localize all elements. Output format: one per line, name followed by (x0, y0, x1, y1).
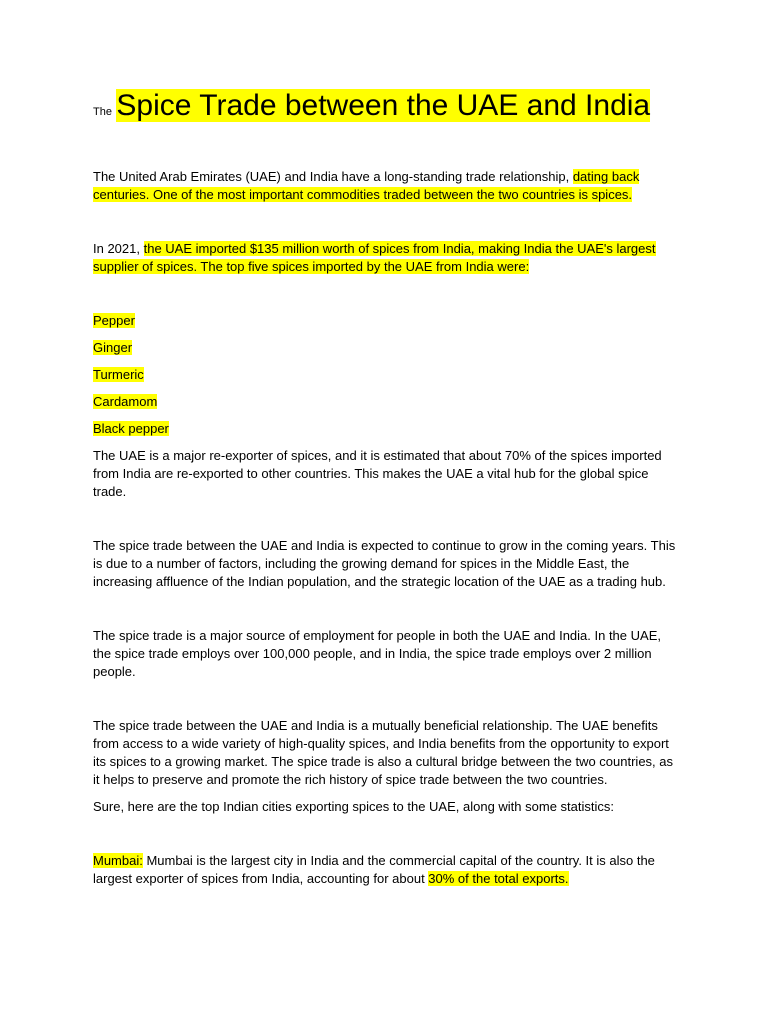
list-item (93, 312, 678, 330)
imports-highlighted-text: the UAE imported $135 million worth of spices from India, making India the UAE's largest supplier of spices. The top five spices imported by the UAE from India were: (93, 241, 656, 274)
mumbai-label: Mumbai: (93, 853, 143, 868)
mumbai-highlighted-text: 30% of the total exports. (428, 871, 569, 886)
title-main: Spice Trade between the UAE and India (116, 89, 651, 122)
intro-highlighted-text: dating back centuries. One of the most important commodities traded between the two countries is spices. (93, 169, 640, 202)
paragraph-mumbai (93, 852, 678, 888)
imports-plain-text: In 2021, (93, 241, 144, 256)
mumbai-text: Mumbai is the largest city in India and the commercial capital of the country. It is also the largest exporter of spices from India, accounting for about (93, 853, 655, 886)
title-prefix: The (93, 106, 112, 118)
spice-list (93, 312, 678, 438)
paragraph-relationship: The spice trade between the UAE and India is a mutually beneficial relationship. The UAE benefits from access to a wide variety of high-quality spices, and India benefits from the opportunity to export its spices to a growing market. The spice trade is also a cultural bridge between the two countries, as it helps to preserve and promote the rich history of spice trade between the two countries. (93, 718, 673, 787)
paragraph-employment: The spice trade is a major source of employment for people in both the UAE and India. In the UAE, the spice trade employs over 100,000 people, and in India, the spice trade employs over 2 million people. (93, 628, 661, 679)
paragraph-intro (93, 168, 678, 204)
document-title (93, 86, 678, 132)
spice-turmeric: Turmeric (93, 367, 144, 382)
spice-pepper: Pepper (93, 313, 135, 328)
paragraph-re-export: The UAE is a major re-exporter of spices, and it is estimated that about 70% of the spices imported from India are re-exported to other countries. This makes the UAE a vital hub for the global spice trade. (93, 448, 662, 499)
list-item (93, 420, 678, 438)
list-item (93, 339, 678, 357)
list-item (93, 393, 678, 411)
paragraph-cities-intro: Sure, here are the top Indian cities exporting spices to the UAE, along with some statistics: (93, 799, 614, 814)
spice-cardamom: Cardamom (93, 394, 158, 409)
spice-ginger: Ginger (93, 340, 133, 355)
paragraph-growth: The spice trade between the UAE and India is expected to continue to grow in the coming years. This is due to a number of factors, including the growing demand for spices in the Middle East, the increasing affluence of the Indian population, and the strategic location of the UAE as a trading hub. (93, 538, 676, 589)
intro-plain-text: The United Arab Emirates (UAE) and India have a long-standing trade relationship, (93, 169, 573, 184)
list-item (93, 366, 678, 384)
spice-black-pepper: Black pepper (93, 421, 169, 436)
paragraph-imports (93, 240, 678, 276)
